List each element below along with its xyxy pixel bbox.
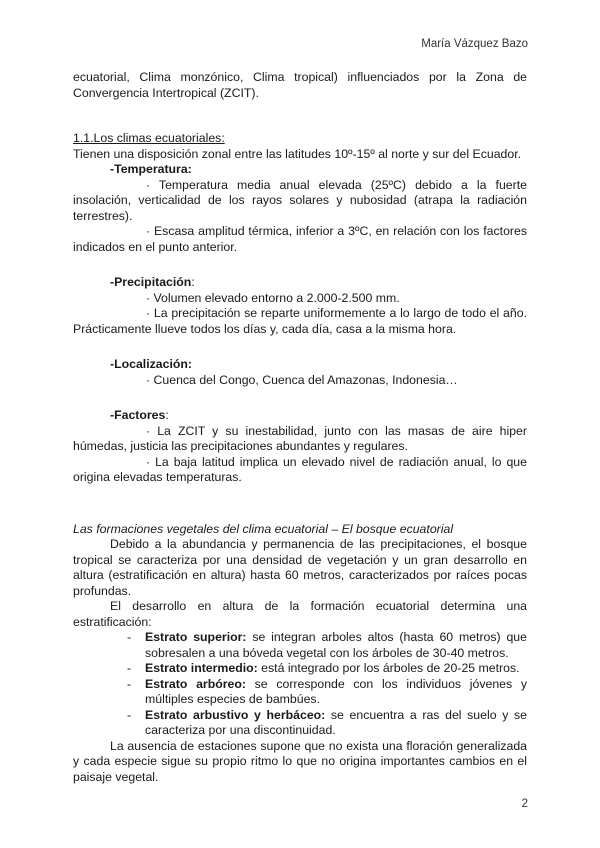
dash-bullet: - <box>127 707 132 722</box>
strata-item <box>73 661 527 677</box>
strata-label: Estrato arbóreo: <box>145 676 246 691</box>
dash-bullet: - <box>127 676 132 691</box>
bosque-title: Las formaciones vegetales del clima ecuatorial – El bosque ecuatorial <box>73 521 454 536</box>
precipitacion-item-2: · La precipitación se reparte uniformemente a lo largo de todo el año. Prácticamente llueve todos los días y, cada día, casa a la misma hora. <box>73 306 527 336</box>
section-title: 1.1.Los climas ecuatoriales: <box>73 131 225 145</box>
page-number: 2 <box>521 798 528 810</box>
temperatura-item-2: · Escasa amplitud térmica, inferior a 3ºC, en relación con los factores indicados en el punto anterior. <box>73 224 527 254</box>
page-content <box>73 70 527 785</box>
factores-heading: -Factores <box>110 408 166 422</box>
localizacion-item-1: · Cuenca del Congo, Cuenca del Amazonas, Indonesia… <box>146 372 458 387</box>
strata-list <box>73 630 527 739</box>
localizacion-heading: -Localización: <box>110 357 192 371</box>
strata-text: se integran arboles altos (hasta 60 metros) que sobresalen a una bóveda vegetal con los árboles de 30-40 metros. <box>145 630 527 660</box>
strata-text: se corresponde con los individuos jóvenes y múltiples especies de bambúes. <box>145 676 527 706</box>
bosque-paragraph-3: La ausencia de estaciones supone que no exista una floración generalizada y cada especie sigue su propio ritmo lo que no origina importantes cambios en el paisaje vegetal. <box>73 738 527 784</box>
dash-bullet: - <box>127 661 132 675</box>
temperatura-heading: -Temperatura: <box>110 162 192 176</box>
factores-item-2: · La baja latitud implica un elevado nivel de radiación anual, lo que origina elevadas temperaturas. <box>73 454 527 484</box>
precipitacion-heading: -Precipitación <box>110 275 192 289</box>
bosque-paragraph-2: El desarrollo en altura de la formación ecuatorial determina una estratificación: <box>73 599 527 629</box>
strata-text: se encuentra a ras del suelo y se caracteriza por una discontinuidad. <box>145 707 527 737</box>
bosque-paragraph-1: Debido a la abundancia y permanencia de las precipitaciones, el bosque tropical se caracteriza por una densidad de vegetación y un gran desarrollo en altura (estratificación en altura) hasta 60 metros, caracterizados por raíces pocas profundas. <box>73 537 527 598</box>
factores-heading-line <box>110 408 527 424</box>
strata-label: Estrato arbustivo y herbáceo: <box>145 707 326 722</box>
section-intro: Tienen una disposición zonal entre las latitudes 10º-15º al norte y sur del Ecuador. <box>73 146 522 161</box>
precipitacion-item-1: · Volumen elevado entorno a 2.000-2.500 mm. <box>146 290 400 305</box>
precipitacion-heading-suffix: : <box>191 275 195 289</box>
factores-item-1: · La ZCIT y su inestabilidad, junto con las masas de aire hiper húmedas, justicia las precipitaciones abundantes y regulares. <box>73 423 527 453</box>
strata-item <box>73 677 527 708</box>
strata-item <box>73 630 527 661</box>
strata-label: Estrato superior: <box>145 630 247 644</box>
factores-heading-suffix: : <box>165 408 169 422</box>
temperatura-item-1: · Temperatura media anual elevada (25ºC) debido a la fuerte insolación, verticalidad de los rayos solares y nubosidad (atrapa la radiación terrestres). <box>73 177 527 223</box>
strata-label: Estrato intermedio: <box>145 661 258 675</box>
intro-continuation: ecuatorial, Clima monzónico, Clima tropical) influenciados por la Zona de Convergencia Intertropical (ZCIT). <box>73 70 527 100</box>
page-header-author: María Vázquez Bazo <box>421 38 528 50</box>
strata-text: está integrado por los árboles de 20-25 metros. <box>257 661 520 675</box>
precipitacion-heading-line <box>110 275 527 291</box>
dash-bullet: - <box>127 630 132 644</box>
strata-item <box>73 708 527 739</box>
